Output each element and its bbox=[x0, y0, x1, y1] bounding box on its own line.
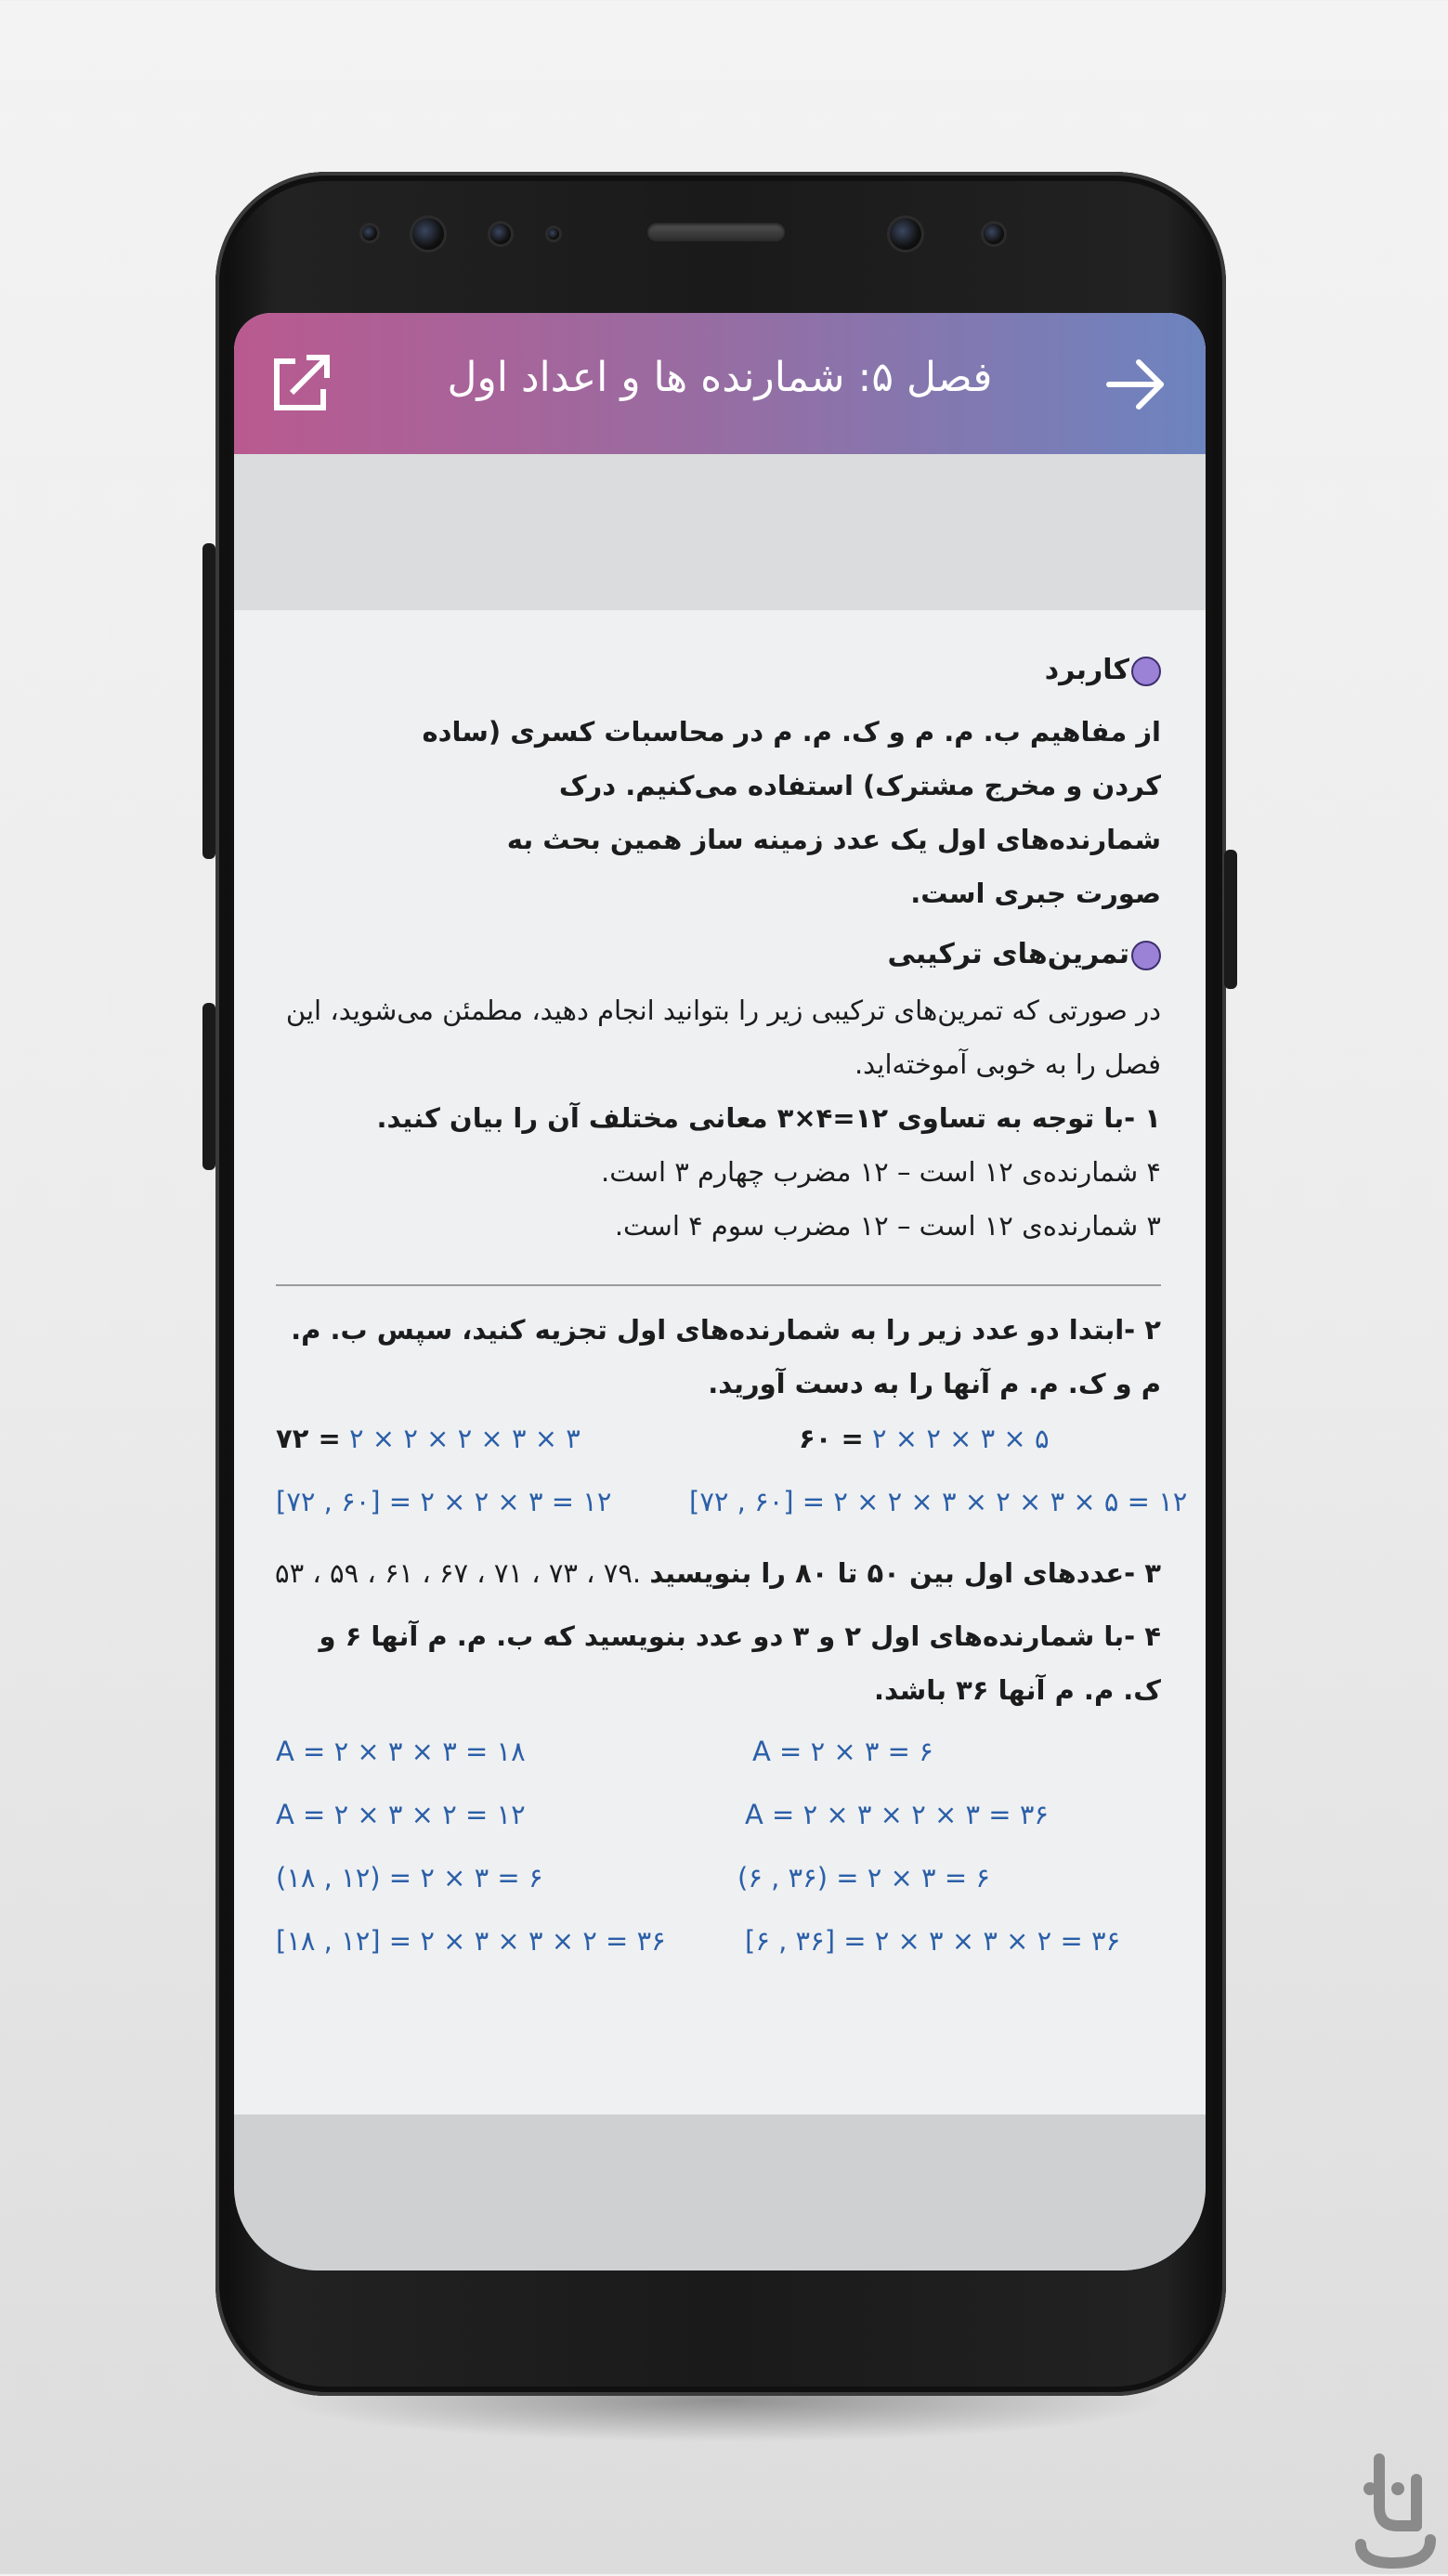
q4-left-row-3: (۱۸ , ۱۲) = ۲ × ۳ = ۶ bbox=[276, 1862, 543, 1893]
app-bar bbox=[234, 313, 1206, 454]
front-camera bbox=[412, 218, 444, 250]
application-paragraph: از مفاهیم ب. م. م و ک. م. م در محاسبات کسری (ساده کردن و مخرج مشترک) استفاده می‌کنیم. درک شمارنده‌های اول یک عدد زمینه ساز همین بحث به صورت جبری است. bbox=[422, 716, 1161, 909]
question-1: ۱ -با توجه به تساوی ۱۲=۴×۳ معانی مختلف آن را بیان کنید. bbox=[376, 1102, 1161, 1134]
app-screen bbox=[234, 313, 1206, 2270]
factor-value: ۲ × ۲ × ۲ × ۳ × ۳ bbox=[340, 1423, 581, 1454]
factor-label: ۶۰ = bbox=[799, 1423, 864, 1454]
lesson-content bbox=[276, 647, 1161, 1411]
factorization-72 bbox=[276, 1423, 581, 1454]
circle-bullet-icon bbox=[1131, 941, 1161, 970]
factor-value: ۲ × ۲ × ۳ × ۵ bbox=[863, 1423, 1050, 1454]
factorization-60 bbox=[799, 1423, 1050, 1454]
top-bezel bbox=[215, 172, 1226, 311]
question-3-text: ۳ -عددهای اول بین ۵۰ تا ۸۰ را بنویسید bbox=[649, 1557, 1161, 1589]
arrow-right-icon[interactable] bbox=[1103, 352, 1168, 417]
answer-1b: ۳ شمارنده‌ی ۱۲ است – ۱۲ مضرب سوم ۴ است. bbox=[614, 1210, 1161, 1242]
bazaar-logo bbox=[1351, 2452, 1444, 2572]
sensor-dot bbox=[362, 226, 377, 241]
section-heading-exercises bbox=[276, 931, 1161, 978]
bixby-button bbox=[202, 1003, 215, 1170]
circle-bullet-icon bbox=[1131, 657, 1161, 686]
earpiece-speaker bbox=[647, 223, 785, 241]
question-3-answer: .۷۹ ، ۷۳ ، ۷۱ ، ۶۷ ، ۶۱ ، ۵۹ ، ۵۳ bbox=[275, 1557, 642, 1589]
ad-banner-placeholder bbox=[234, 454, 1206, 610]
q4-right-row-2: A = ۲ × ۳ × ۲ × ۳ = ۳۶ bbox=[745, 1799, 1049, 1830]
q4-right-row-3: (۶ , ۳۶) = ۲ × ۳ = ۶ bbox=[737, 1862, 990, 1893]
sensor-dot bbox=[490, 224, 511, 244]
divider bbox=[276, 1284, 1161, 1286]
sensor-dot bbox=[984, 224, 1004, 244]
question-4: ۴ -با شمارنده‌های اول ۲ و ۳ دو عدد بنویسید که ب. م. م آنها ۶ و ک. م. م آنها ۳۶ باشد. bbox=[319, 1620, 1161, 1706]
q4-right-row-4: [۶ , ۳۶] = ۲ × ۳ × ۳ × ۲ = ۳۶ bbox=[745, 1925, 1121, 1957]
power-button bbox=[1224, 850, 1237, 989]
answer-1a: ۴ شمارنده‌ی ۱۲ است – ۱۲ مضرب چهارم ۳ است. bbox=[600, 1156, 1161, 1188]
heading-text: کاربرد bbox=[1044, 654, 1129, 686]
iris-scanner bbox=[890, 218, 921, 250]
q4-left-row-1: A = ۲ × ۳ × ۳ = ۱۸ bbox=[276, 1736, 526, 1767]
q4-left-row-2: A = ۲ × ۳ × ۲ = ۱۲ bbox=[276, 1799, 526, 1830]
section-heading-application bbox=[276, 647, 1161, 694]
volume-button bbox=[202, 543, 215, 859]
heading-text: تمرین‌های ترکیبی bbox=[887, 938, 1129, 970]
exercises-paragraph: در صورتی که تمرین‌های ترکیبی زیر را بتوانید انجام دهید، مطمئن می‌شوید، این فصل را به خوبی آموخته‌اید. bbox=[285, 995, 1161, 1080]
page-title: فصل ۵: شمارنده ها و اعداد اول bbox=[447, 354, 993, 401]
factor-label: ۷۲ = bbox=[276, 1423, 341, 1454]
q4-left-row-4: [۱۸ , ۱۲] = ۲ × ۳ × ۳ × ۲ = ۳۶ bbox=[276, 1925, 666, 1957]
question-3 bbox=[275, 1546, 1161, 1600]
lcm-72-60: [۷۲ , ۶۰] = ۲ × ۲ × ۳ × ۲ × ۳ × ۵ = ۱۲ bbox=[689, 1486, 1188, 1517]
question-2: ۲ -ابتدا دو عدد زیر را به شمارنده‌های اول تجزیه کنید، سپس ب. م. م و ک. م. م آنها را به دست آورید. bbox=[291, 1314, 1161, 1399]
sensor-dot bbox=[548, 228, 559, 240]
gcd-72-60: [۷۲ , ۶۰] = ۲ × ۲ × ۳ = ۱۲ bbox=[276, 1486, 612, 1517]
bottom-banner-placeholder bbox=[234, 2114, 1206, 2270]
q4-right-row-1: A = ۲ × ۳ = ۶ bbox=[752, 1736, 933, 1767]
